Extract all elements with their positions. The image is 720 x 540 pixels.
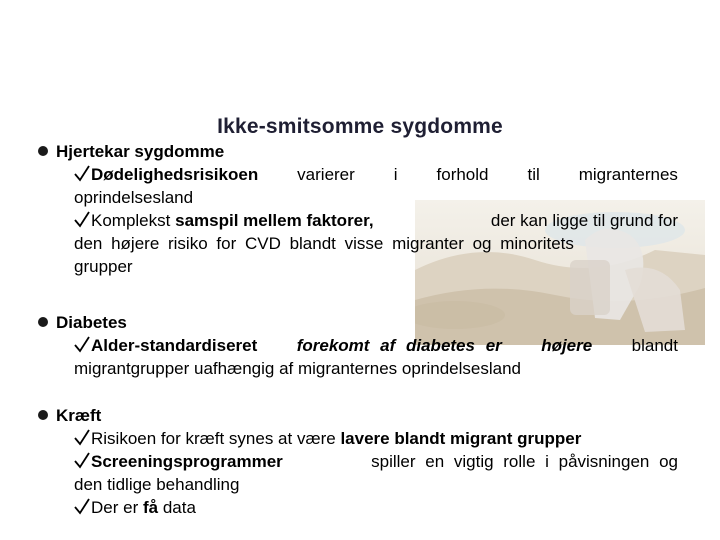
bullet-heading (38, 311, 678, 334)
bullet-heading (38, 404, 678, 427)
bullet-dot-icon (38, 410, 48, 420)
item-text: samspil mellem faktorer, (175, 211, 374, 230)
checkmark-icon (74, 165, 90, 182)
item-text: der kan ligge til grund for (490, 211, 678, 230)
section-heading: Diabetes (56, 313, 127, 332)
item-text: forhold (436, 165, 489, 184)
section-heading: Kræft (56, 406, 102, 425)
list-item (74, 334, 678, 380)
item-text: lavere blandt migrant grupper (340, 429, 582, 448)
item-text: Der er (91, 498, 139, 517)
item-text: få (142, 498, 159, 517)
item-text: spiller en vigtig rolle i påvisningen og (371, 452, 678, 471)
list-item (74, 496, 678, 519)
item-text: oprindelsesland (74, 188, 194, 207)
item-text: forekomt af diabetes er (296, 336, 502, 355)
item-text: data (162, 498, 196, 517)
list-item (74, 163, 678, 209)
item-text: den højere risiko for CVD blandt visse migranter og minoritets (74, 234, 574, 253)
section-kraeft (38, 404, 678, 519)
item-text: Alder-standardiseret (91, 336, 258, 355)
checkmark-icon (74, 452, 90, 469)
list-item (74, 209, 678, 278)
item-text: grupper (74, 257, 133, 276)
item-text: højere (541, 336, 593, 355)
item-text: Risikoen for kræft synes at være (91, 429, 336, 448)
checkmark-icon (74, 211, 90, 228)
page-title: Ikke-smitsomme sygdomme (217, 115, 503, 138)
item-text: til (527, 165, 540, 184)
item-text: Dødelighedsrisikoen (91, 165, 259, 184)
bullet-dot-icon (38, 146, 48, 156)
checkmark-icon (74, 429, 90, 446)
list-item (74, 450, 678, 496)
checkmark-icon (74, 498, 90, 515)
item-text: blandt (631, 336, 678, 355)
item-text: varierer (297, 165, 355, 184)
section-heading: Hjertekar sygdomme (56, 142, 225, 161)
section-hjertekar (38, 140, 678, 278)
bullet-heading (38, 140, 678, 163)
item-text: migrantgrupper uafhængig af migranternes oprindelsesland (74, 359, 521, 378)
list-item (74, 427, 678, 450)
item-text: Komplekst (91, 211, 171, 230)
item-text: i (393, 165, 398, 184)
section-diabetes (38, 311, 678, 380)
checkmark-icon (74, 336, 90, 353)
item-text: migranternes (578, 165, 678, 184)
bullet-dot-icon (38, 317, 48, 327)
item-text: Screeningsprogrammer (91, 452, 283, 471)
item-text: den tidlige behandling (74, 475, 240, 494)
